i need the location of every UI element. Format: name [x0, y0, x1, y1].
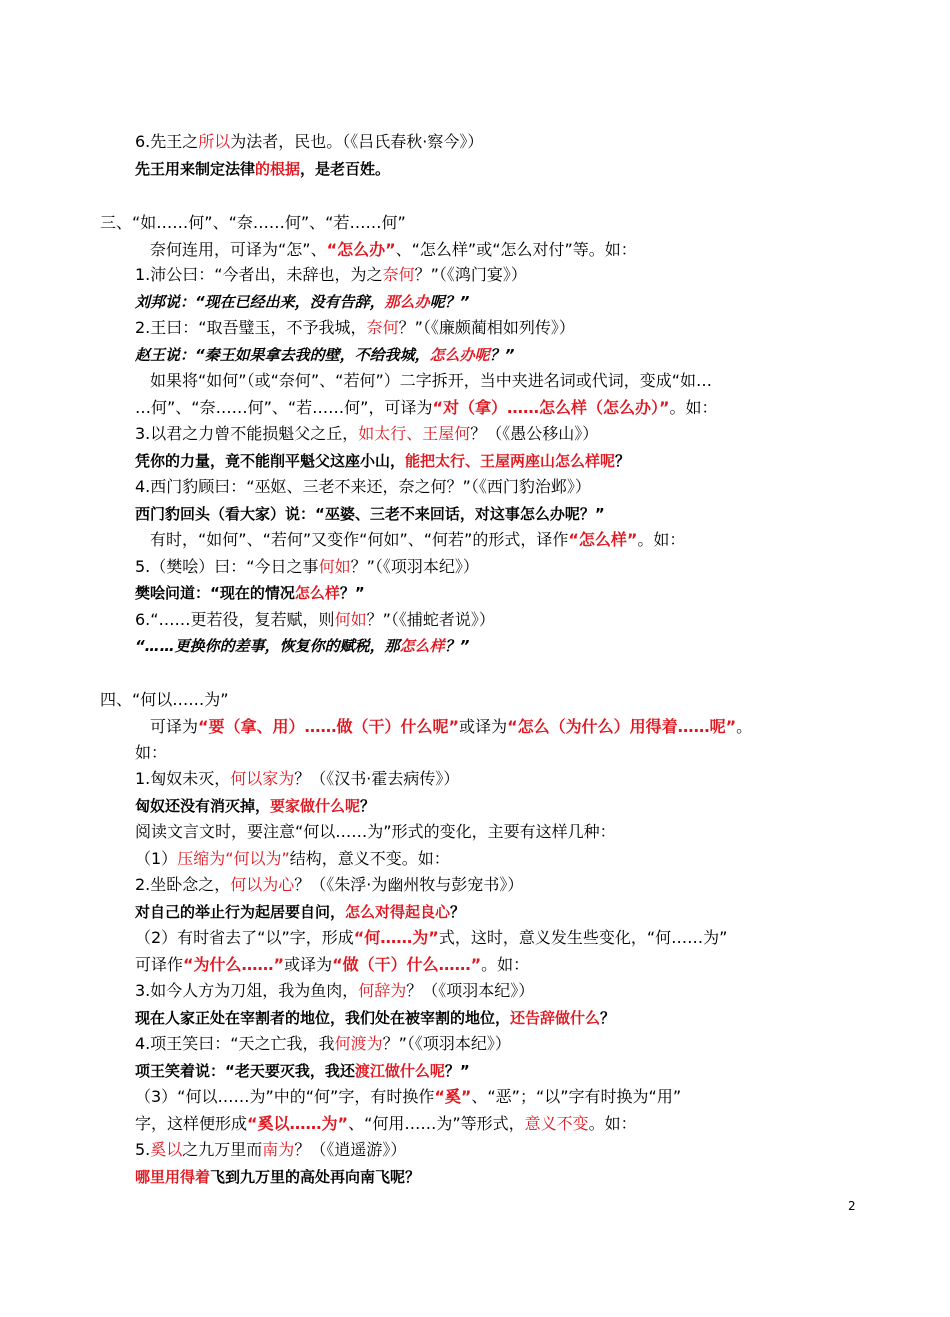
emphasis-text: 何以为心	[230, 875, 295, 894]
text-line	[135, 769, 459, 789]
line-text: 3.以君之力曾不能损魁父之丘，	[135, 424, 359, 443]
line-text: 项王笑着说：“老天要灭我，我还	[135, 1062, 355, 1080]
line-text: 。如：	[637, 530, 686, 549]
text-line	[135, 159, 390, 179]
emphasis-text: “奚以……为”	[247, 1114, 349, 1133]
line-text: ？（《逍遥游》）	[294, 1140, 407, 1159]
line-text: 。如：	[481, 955, 530, 974]
line-text: 2.王曰：“取吾璧玉，不予我城，	[135, 318, 367, 337]
emphasis-text: 所以	[198, 132, 231, 151]
line-text: 樊哙问道：“现在的情况	[135, 584, 295, 602]
line-text: 现在人家正处在宰割者的地位，我们处在被宰割的地位，	[135, 1009, 511, 1027]
text-line	[135, 345, 514, 365]
text-line	[135, 955, 529, 975]
text-line	[150, 240, 637, 260]
line-text: 三、“如……何”、“奈……何”、“若……何”	[100, 213, 406, 232]
line-text: 飞到九万里的高处再向南飞呢？	[210, 1168, 421, 1186]
line-text: 为法者，民也。（《吕氏春秋·察今》）	[230, 132, 484, 151]
text-line	[135, 849, 450, 869]
line-text: 结构，意义不变。如：	[289, 849, 450, 868]
text-line	[135, 477, 591, 497]
page-number: 2	[848, 1199, 856, 1213]
emphasis-text: 压缩为“何以为”	[177, 849, 290, 868]
line-text: 。	[736, 717, 753, 736]
line-text: 2.坐卧念之，	[135, 875, 231, 894]
emphasis-text: 要家做什么呢	[270, 797, 361, 815]
line-text: ？”（《捕蛇者说》）	[366, 610, 495, 629]
text-line	[135, 1167, 420, 1187]
emphasis-text: 还告辞做什么	[510, 1009, 601, 1027]
emphasis-text: “奚”	[434, 1087, 472, 1106]
emphasis-text: “为什么……”	[183, 955, 285, 974]
line-text: 3.如今人方为刀俎，我为鱼肉，	[135, 981, 359, 1000]
line-text: …何”、“奈……何”、“若……何”，可译为	[135, 398, 433, 417]
line-text: 之九万里而	[182, 1140, 263, 1159]
line-text: 先王用来制定法律	[135, 160, 256, 178]
text-line	[135, 318, 575, 338]
text-line	[135, 1061, 470, 1081]
text-line	[135, 265, 527, 285]
line-text: ，是老百姓。	[300, 160, 391, 178]
emphasis-text: “要（拿、用）……做（干）什么呢”	[198, 717, 460, 736]
line-text: 字，这样便形成	[135, 1114, 248, 1133]
line-text: （1）	[135, 849, 178, 868]
emphasis-text: 何渡为	[334, 1034, 383, 1053]
line-text: 。如：	[669, 398, 718, 417]
line-text: 。如：	[588, 1114, 637, 1133]
text-line	[135, 1114, 637, 1134]
emphasis-text: 如太行、王屋何	[358, 424, 471, 443]
line-text: ？”（《项羽本纪》）	[382, 1034, 511, 1053]
line-text: 5.（樊哙）曰：“今日之事	[135, 557, 319, 576]
emphasis-text: “怎么样”	[568, 530, 638, 549]
line-text: 四、“何以……为”	[100, 690, 229, 709]
line-text: 、“何用……为”等形式，	[348, 1114, 525, 1133]
text-line	[135, 1087, 681, 1107]
line-text: 或译为	[459, 717, 508, 736]
line-text: 对自己的举止行为起居要自问，	[135, 903, 346, 921]
emphasis-text: 何如	[318, 557, 351, 576]
line-text: ？	[360, 797, 376, 815]
emphasis-text: 南为	[262, 1140, 295, 1159]
emphasis-text: “怎么办”	[326, 240, 396, 259]
text-line	[135, 875, 523, 895]
line-text: 如果将“如何”（或“奈何”、“若何”）二字拆开，当中夹进名词或代词，变成“如…	[150, 371, 713, 390]
emphasis-text: 何以家为	[230, 769, 295, 788]
emphasis-text: 奈何	[366, 318, 399, 337]
line-text: ？”（《鸿门宴》）	[414, 265, 527, 284]
emphasis-text: “何……为”	[353, 928, 439, 947]
text-line	[150, 371, 712, 391]
line-text: 1.匈奴未灭，	[135, 769, 231, 788]
line-text: ？”（《项羽本纪》）	[350, 557, 479, 576]
line-text: 奈何连用，可译为“怎”、	[150, 240, 327, 259]
text-line	[135, 822, 616, 842]
emphasis-text: 渡江做什么呢	[354, 1062, 445, 1080]
emphasis-text: 怎么办呢	[429, 346, 490, 364]
line-text: ？	[615, 452, 631, 470]
text-line	[135, 981, 534, 1001]
line-text: 6.“……更若役，复若赋，则	[135, 610, 335, 629]
text-line	[100, 213, 406, 233]
text-line	[135, 451, 630, 471]
line-text: ？（《项羽本纪》）	[406, 981, 535, 1000]
line-text: 凭你的力量，竟不能削平魁父这座小山，	[135, 452, 406, 470]
text-line	[135, 928, 727, 948]
emphasis-text: 意义不变	[524, 1114, 589, 1133]
line-text: ？”	[489, 346, 515, 364]
emphasis-text: 怎么样	[294, 584, 340, 602]
line-text: 阅读文言文时，要注意“何以……为”形式的变化，主要有这样几种：	[135, 822, 616, 841]
emphasis-text: “怎么（为什么）用得着……呢”	[507, 717, 737, 736]
line-text: ？”	[444, 1062, 470, 1080]
line-text: ？（《汉书·霍去病传》）	[294, 769, 460, 788]
line-text: 呢？”	[429, 293, 470, 311]
emphasis-text: 何如	[334, 610, 367, 629]
line-text: ？（《朱浮·为幽州牧与彭宠书》）	[294, 875, 524, 894]
emphasis-text: 那么办	[384, 293, 430, 311]
emphasis-text: 怎么对得起良心	[345, 903, 451, 921]
line-text: “……更换你的差事，恢复你的赋税，那	[135, 637, 400, 655]
line-text: 或译为	[284, 955, 333, 974]
text-line	[135, 504, 605, 524]
line-text: 可译作	[135, 955, 184, 974]
line-text: 1.沛公曰：“今者出，未辞也，为之	[135, 265, 383, 284]
emphasis-text: 奚以	[150, 1140, 183, 1159]
line-text: ？	[600, 1009, 616, 1027]
text-line	[135, 398, 718, 418]
line-text: 4.项王笑曰：“天之亡我，我	[135, 1034, 335, 1053]
line-text: 匈奴还没有消灭掉，	[135, 797, 271, 815]
line-text: 、“怎么样”或“怎么对付”等。如：	[395, 240, 637, 259]
text-line	[135, 636, 469, 656]
line-text: 4.西门豹顾曰：“巫妪、三老不来还，奈之何？”（《西门豹治邺》）	[135, 477, 591, 496]
line-text: ？（《愚公移山》）	[470, 424, 599, 443]
text-line	[135, 743, 167, 763]
line-text: 可译为	[150, 717, 199, 736]
line-text: 如：	[135, 743, 168, 762]
text-line	[135, 583, 365, 603]
line-text: ？”（《廉颇蔺相如列传》）	[398, 318, 575, 337]
line-text: ？”	[444, 637, 470, 655]
text-line	[135, 1034, 511, 1054]
text-line	[135, 424, 598, 444]
line-text: 刘邦说：“现在已经出来，没有告辞，	[135, 293, 385, 311]
line-text: 、“恶”；“以”字有时换为“用”	[471, 1087, 682, 1106]
line-text: 5.	[135, 1140, 151, 1159]
emphasis-text: “做（干）什么……”	[332, 955, 482, 974]
emphasis-text: 能把太行、王屋两座山怎么样呢	[405, 452, 616, 470]
text-line	[150, 530, 685, 550]
emphasis-text: 奈何	[382, 265, 415, 284]
line-text: 式，这时，意义发生些变化，“何……为”	[438, 928, 728, 947]
emphasis-text: “对（拿）……怎么样（怎么办）”	[432, 398, 670, 417]
text-line	[150, 717, 752, 737]
text-line	[135, 557, 479, 577]
text-line	[135, 1140, 406, 1160]
text-line	[135, 292, 469, 312]
line-text: 哪里用得着	[135, 1168, 211, 1186]
line-text: ？	[450, 903, 466, 921]
line-text: 赵王说：“秦王如果拿去我的壁，不给我城，	[135, 346, 430, 364]
emphasis-text: 怎么样	[399, 637, 445, 655]
line-text: 有时，“如何”、“若何”又变作“何如”、“何若”的形式，译作	[150, 530, 569, 549]
emphasis-text: 何辞为	[358, 981, 407, 1000]
line-text: ？”	[339, 584, 365, 602]
text-line	[100, 690, 229, 710]
text-line	[135, 1008, 615, 1028]
line-text: 西门豹回头（看大家）说：“巫婆、三老不来回话，对这事怎么办呢？”	[135, 505, 605, 523]
line-text: （3）“何以……为”中的“何”字，有时换作	[135, 1087, 435, 1106]
text-line	[135, 132, 483, 152]
text-line	[135, 796, 375, 816]
line-text: 6.先王之	[135, 132, 199, 151]
text-line	[135, 610, 495, 630]
emphasis-text: 的根据	[255, 160, 301, 178]
line-text: （2）有时省去了“以”字，形成	[135, 928, 354, 947]
text-line	[135, 902, 465, 922]
